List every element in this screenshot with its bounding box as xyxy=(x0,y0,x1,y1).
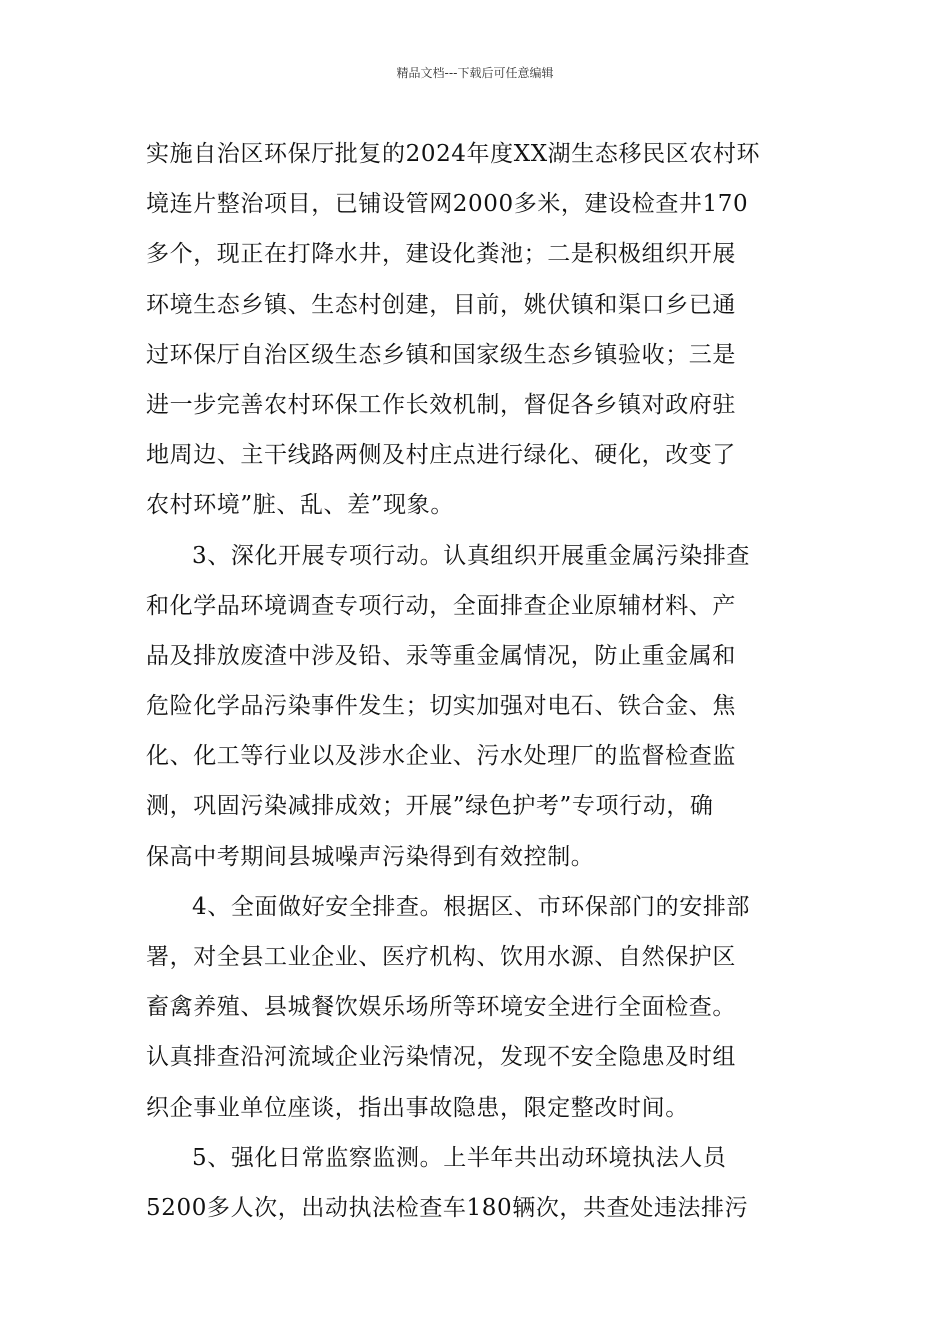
paragraph-3 xyxy=(146,882,806,1133)
text-line: 5200多人次，出动执法检查车180辆次，共查处违法排污 xyxy=(146,1194,749,1221)
text-line: 署，对全县工业企业、医疗机构、饮用水源、自然保护区 xyxy=(146,944,736,970)
text-line: 3、深化开展专项行动。认真组织开展重金属污染排查 xyxy=(192,542,751,569)
paragraph-1 xyxy=(146,129,806,531)
text-line: 4、全面做好安全排查。根据区、市环保部门的安排部 xyxy=(192,893,751,920)
paragraph-2 xyxy=(146,531,806,882)
text-line: 畜禽养殖、县城餐饮娱乐场所等环境安全进行全面检查。 xyxy=(146,994,736,1021)
text-line: 织企事业单位座谈，指出事故隐患，限定整改时间。 xyxy=(146,1094,689,1121)
text-line: 实施自治区环保厅批复的2024年度XX湖生态移民区农村环 xyxy=(146,141,761,167)
text-line: 地周边、主干线路两侧及村庄点进行绿化、硬化，改变了 xyxy=(146,442,736,469)
text-line: 测，巩固污染减排成效；开展”绿色护考”专项行动，确 xyxy=(146,793,714,820)
text-line: 境连片整治项目，已铺设管网2000多米，建设检查井170 xyxy=(146,191,749,218)
text-line: 进一步完善农村环保工作长效机制，督促各乡镇对政府驻 xyxy=(146,391,736,418)
text-line: 农村环境”脏、乱、差”现象。 xyxy=(146,492,454,519)
text-line: 多个，现正在打降水井，建设化粪池；二是积极组织开展 xyxy=(146,241,736,268)
text-line: 品及排放废渣中涉及铅、汞等重金属情况，防止重金属和 xyxy=(146,642,736,669)
text-line: 保高中考期间县城噪声污染得到有效控制。 xyxy=(146,843,595,870)
text-line: 危险化学品污染事件发生；切实加强对电石、铁合金、焦 xyxy=(146,693,736,720)
text-line: 和化学品环境调查专项行动，全面排查企业原辅材料、产 xyxy=(146,592,736,619)
text-line: 化、化工等行业以及涉水企业、污水处理厂的监督检查监 xyxy=(146,743,736,770)
text-line: 认真排查沿河流域企业污染情况，发现不安全隐患及时组 xyxy=(146,1044,736,1071)
document-body xyxy=(146,129,806,1233)
text-line: 环境生态乡镇、生态村创建，目前，姚伏镇和渠口乡已通 xyxy=(146,291,736,318)
page-header: 精品文档---下载后可任意编辑 xyxy=(396,66,554,80)
paragraph-4 xyxy=(146,1133,806,1233)
text-line: 过环保厅自治区级生态乡镇和国家级生态乡镇验收；三是 xyxy=(146,341,736,368)
text-line: 5、强化日常监察监测。上半年共出动环境执法人员 xyxy=(192,1144,727,1171)
